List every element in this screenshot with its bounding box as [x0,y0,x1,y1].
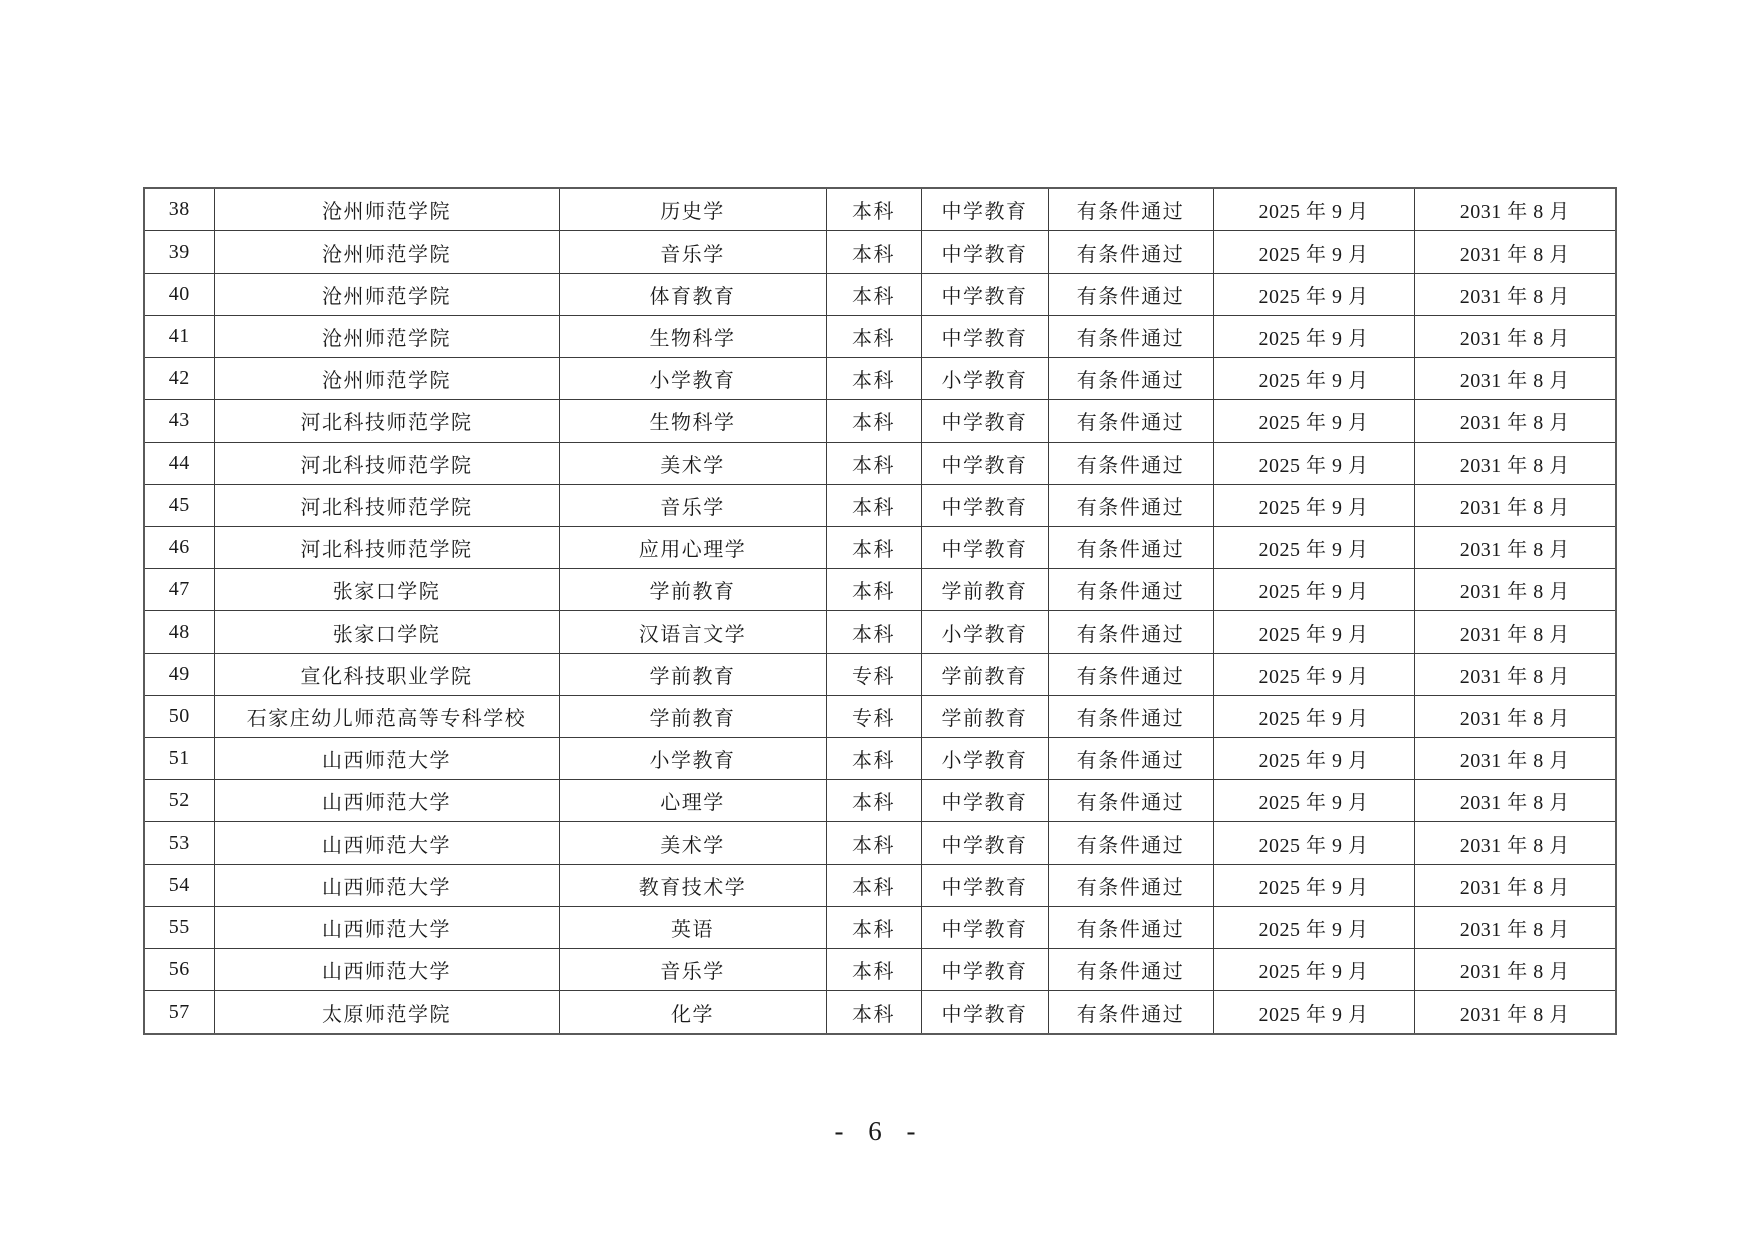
cell-major: 小学教育 [559,358,826,400]
cell-institution: 山西师范大学 [214,780,559,822]
cell-no: 46 [144,526,214,568]
cell-conclusion: 有条件通过 [1048,906,1213,948]
cell-level: 本科 [826,442,921,484]
cell-valid_from: 2025 年 9 月 [1213,188,1414,231]
cell-category: 中学教育 [921,906,1048,948]
cell-conclusion: 有条件通过 [1048,695,1213,737]
cell-valid_from: 2025 年 9 月 [1213,949,1414,991]
table-row [144,358,1616,400]
cell-valid_from: 2025 年 9 月 [1213,780,1414,822]
cell-level: 本科 [826,780,921,822]
cell-major: 学前教育 [559,569,826,611]
cell-valid_to: 2031 年 8 月 [1414,864,1616,906]
cell-no: 45 [144,484,214,526]
cell-institution: 沧州师范学院 [214,188,559,231]
cell-conclusion: 有条件通过 [1048,188,1213,231]
cell-category: 小学教育 [921,358,1048,400]
page-number: - 6 - [834,1116,920,1146]
cell-valid_from: 2025 年 9 月 [1213,526,1414,568]
cell-no: 56 [144,949,214,991]
cell-category: 中学教育 [921,315,1048,357]
cell-institution: 山西师范大学 [214,864,559,906]
cell-valid_to: 2031 年 8 月 [1414,949,1616,991]
cell-conclusion: 有条件通过 [1048,442,1213,484]
table-row [144,949,1616,991]
cell-valid_to: 2031 年 8 月 [1414,442,1616,484]
cell-level: 本科 [826,188,921,231]
cell-institution: 沧州师范学院 [214,358,559,400]
cell-valid_from: 2025 年 9 月 [1213,358,1414,400]
cell-category: 中学教育 [921,400,1048,442]
table-body [144,188,1616,1034]
table-row [144,864,1616,906]
cell-major: 历史学 [559,188,826,231]
cell-valid_from: 2025 年 9 月 [1213,864,1414,906]
table-row [144,738,1616,780]
cell-major: 生物科学 [559,400,826,442]
cell-category: 学前教育 [921,569,1048,611]
table-row [144,780,1616,822]
cell-valid_from: 2025 年 9 月 [1213,906,1414,948]
cell-level: 本科 [826,822,921,864]
cell-valid_to: 2031 年 8 月 [1414,484,1616,526]
cell-no: 52 [144,780,214,822]
cell-no: 40 [144,273,214,315]
cell-valid_from: 2025 年 9 月 [1213,738,1414,780]
cell-conclusion: 有条件通过 [1048,611,1213,653]
cell-level: 本科 [826,358,921,400]
cell-major: 学前教育 [559,653,826,695]
cell-valid_to: 2031 年 8 月 [1414,526,1616,568]
table-row [144,569,1616,611]
cell-no: 55 [144,906,214,948]
cell-level: 本科 [826,273,921,315]
table-row [144,906,1616,948]
cell-institution: 河北科技师范学院 [214,442,559,484]
table-row [144,400,1616,442]
cell-no: 43 [144,400,214,442]
cell-conclusion: 有条件通过 [1048,231,1213,273]
cell-institution: 张家口学院 [214,611,559,653]
cell-level: 本科 [826,400,921,442]
cell-no: 54 [144,864,214,906]
cell-institution: 沧州师范学院 [214,315,559,357]
cell-major: 汉语言文学 [559,611,826,653]
cell-level: 专科 [826,695,921,737]
cell-major: 心理学 [559,780,826,822]
cell-category: 中学教育 [921,526,1048,568]
table-row [144,822,1616,864]
cell-conclusion: 有条件通过 [1048,822,1213,864]
cell-no: 38 [144,188,214,231]
cell-valid_to: 2031 年 8 月 [1414,400,1616,442]
cell-category: 中学教育 [921,231,1048,273]
cell-institution: 沧州师范学院 [214,273,559,315]
table-row [144,991,1616,1034]
cell-valid_from: 2025 年 9 月 [1213,822,1414,864]
cell-no: 39 [144,231,214,273]
cell-level: 本科 [826,231,921,273]
cell-major: 音乐学 [559,484,826,526]
cell-valid_from: 2025 年 9 月 [1213,442,1414,484]
cell-valid_from: 2025 年 9 月 [1213,611,1414,653]
cell-level: 本科 [826,906,921,948]
cell-valid_to: 2031 年 8 月 [1414,611,1616,653]
cell-no: 48 [144,611,214,653]
cell-category: 中学教育 [921,864,1048,906]
cell-no: 51 [144,738,214,780]
cell-valid_to: 2031 年 8 月 [1414,738,1616,780]
cell-conclusion: 有条件通过 [1048,991,1213,1034]
cell-no: 49 [144,653,214,695]
cell-level: 本科 [826,315,921,357]
cell-major: 英语 [559,906,826,948]
cell-valid_to: 2031 年 8 月 [1414,315,1616,357]
cell-conclusion: 有条件通过 [1048,780,1213,822]
cell-institution: 山西师范大学 [214,822,559,864]
cell-no: 53 [144,822,214,864]
cell-valid_to: 2031 年 8 月 [1414,358,1616,400]
cell-level: 本科 [826,526,921,568]
cell-valid_to: 2031 年 8 月 [1414,906,1616,948]
cell-conclusion: 有条件通过 [1048,864,1213,906]
cell-conclusion: 有条件通过 [1048,273,1213,315]
cell-category: 小学教育 [921,738,1048,780]
cell-valid_to: 2031 年 8 月 [1414,188,1616,231]
cell-major: 学前教育 [559,695,826,737]
cell-valid_from: 2025 年 9 月 [1213,315,1414,357]
cell-valid_to: 2031 年 8 月 [1414,569,1616,611]
cell-no: 44 [144,442,214,484]
cell-institution: 河北科技师范学院 [214,400,559,442]
cell-major: 应用心理学 [559,526,826,568]
cell-conclusion: 有条件通过 [1048,484,1213,526]
cell-valid_to: 2031 年 8 月 [1414,991,1616,1034]
table-row [144,188,1616,231]
cell-category: 中学教育 [921,442,1048,484]
cell-category: 中学教育 [921,188,1048,231]
cell-valid_from: 2025 年 9 月 [1213,653,1414,695]
cell-valid_to: 2031 年 8 月 [1414,822,1616,864]
cell-valid_from: 2025 年 9 月 [1213,231,1414,273]
cell-major: 小学教育 [559,738,826,780]
cell-category: 学前教育 [921,653,1048,695]
cell-major: 体育教育 [559,273,826,315]
cell-valid_from: 2025 年 9 月 [1213,991,1414,1034]
cell-category: 学前教育 [921,695,1048,737]
cell-conclusion: 有条件通过 [1048,358,1213,400]
cell-level: 本科 [826,484,921,526]
cell-level: 专科 [826,653,921,695]
cell-major: 美术学 [559,822,826,864]
cell-major: 音乐学 [559,231,826,273]
cell-institution: 山西师范大学 [214,906,559,948]
cell-institution: 石家庄幼儿师范高等专科学校 [214,695,559,737]
table-row [144,231,1616,273]
cell-level: 本科 [826,611,921,653]
cell-institution: 太原师范学院 [214,991,559,1034]
table-row [144,315,1616,357]
cell-valid_to: 2031 年 8 月 [1414,273,1616,315]
cell-category: 中学教育 [921,949,1048,991]
cell-valid_to: 2031 年 8 月 [1414,695,1616,737]
cell-valid_from: 2025 年 9 月 [1213,484,1414,526]
cell-conclusion: 有条件通过 [1048,315,1213,357]
cell-conclusion: 有条件通过 [1048,738,1213,780]
cell-level: 本科 [826,991,921,1034]
cell-valid_from: 2025 年 9 月 [1213,569,1414,611]
cell-conclusion: 有条件通过 [1048,400,1213,442]
cell-category: 小学教育 [921,611,1048,653]
cell-no: 50 [144,695,214,737]
cell-category: 中学教育 [921,273,1048,315]
cell-valid_from: 2025 年 9 月 [1213,400,1414,442]
table-row [144,526,1616,568]
cell-institution: 河北科技师范学院 [214,526,559,568]
cell-valid_to: 2031 年 8 月 [1414,780,1616,822]
cell-level: 本科 [826,864,921,906]
cell-level: 本科 [826,569,921,611]
cell-category: 中学教育 [921,822,1048,864]
cell-institution: 张家口学院 [214,569,559,611]
cell-conclusion: 有条件通过 [1048,526,1213,568]
cell-category: 中学教育 [921,780,1048,822]
table-row [144,484,1616,526]
cell-major: 教育技术学 [559,864,826,906]
cell-level: 本科 [826,949,921,991]
cell-major: 美术学 [559,442,826,484]
cell-conclusion: 有条件通过 [1048,949,1213,991]
table-row [144,273,1616,315]
cell-institution: 河北科技师范学院 [214,484,559,526]
table-row [144,442,1616,484]
cell-no: 47 [144,569,214,611]
table-row [144,695,1616,737]
cell-category: 中学教育 [921,991,1048,1034]
cell-no: 57 [144,991,214,1034]
cell-institution: 山西师范大学 [214,949,559,991]
cell-valid_from: 2025 年 9 月 [1213,695,1414,737]
cell-category: 中学教育 [921,484,1048,526]
cell-institution: 沧州师范学院 [214,231,559,273]
cell-valid_to: 2031 年 8 月 [1414,653,1616,695]
cell-conclusion: 有条件通过 [1048,569,1213,611]
cell-major: 生物科学 [559,315,826,357]
accreditation-table [143,187,1617,1035]
cell-major: 音乐学 [559,949,826,991]
cell-institution: 宣化科技职业学院 [214,653,559,695]
cell-level: 本科 [826,738,921,780]
cell-valid_from: 2025 年 9 月 [1213,273,1414,315]
table-row [144,653,1616,695]
cell-major: 化学 [559,991,826,1034]
cell-no: 42 [144,358,214,400]
cell-conclusion: 有条件通过 [1048,653,1213,695]
cell-institution: 山西师范大学 [214,738,559,780]
table-row [144,611,1616,653]
cell-valid_to: 2031 年 8 月 [1414,231,1616,273]
cell-no: 41 [144,315,214,357]
